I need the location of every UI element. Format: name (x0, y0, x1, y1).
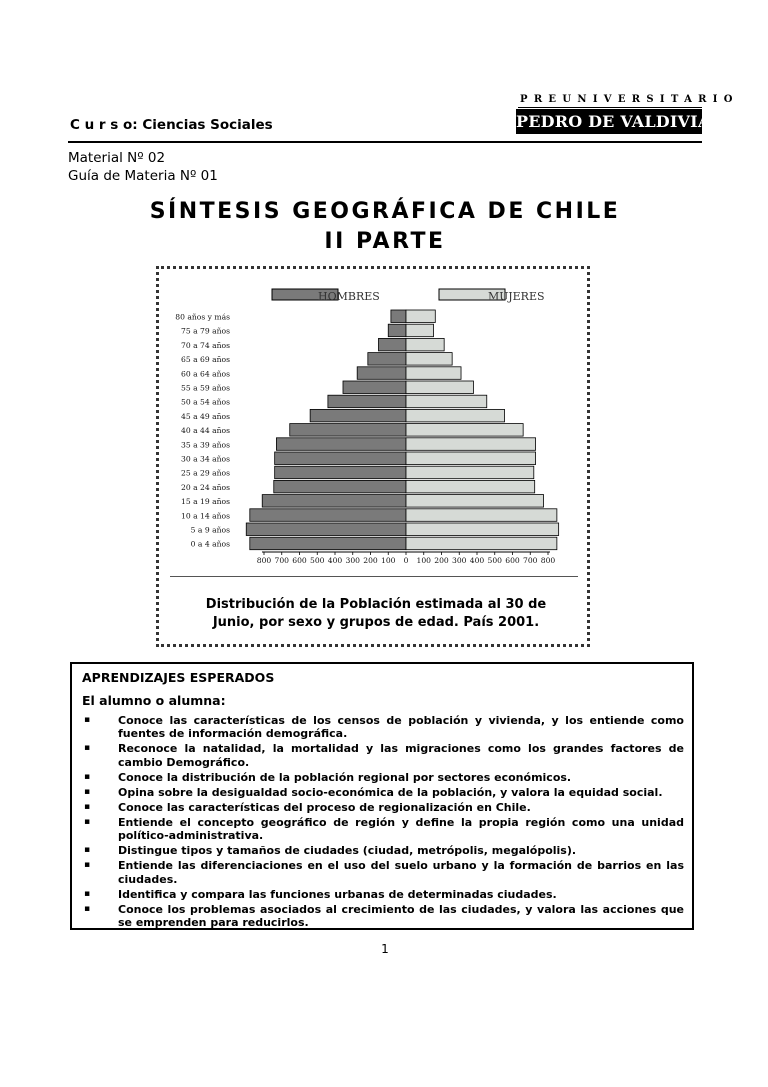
learning-item-text: Conoce los problemas asociados al crecimiento de las ciudades, y valora las acciones que se emprenden para reducirlos. (118, 902, 684, 930)
bar-mujeres (406, 324, 434, 337)
course-label: C u r s o: Ciencias Sociales (70, 117, 273, 133)
learning-item-text: Conoce las características de los censos de población y vivienda, y los entiende como fuentes de información demográfica. (118, 714, 684, 741)
bar-mujeres (406, 424, 523, 437)
age-group-label: 60 a 64 años (181, 369, 230, 379)
x-tick-label: 500 (487, 556, 502, 565)
x-tick-label: 600 (505, 556, 520, 565)
guide-number: Guía de Materia Nº 01 (68, 168, 218, 184)
bullet-icon: ▪ (84, 903, 91, 914)
learning-item (82, 859, 684, 886)
learning-list (82, 714, 684, 931)
learning-item-text: Distingue tipos y tamaños de ciudades (ciudad, metrópolis, megalópolis). (118, 844, 577, 858)
learning-item (82, 888, 684, 901)
material-info (68, 149, 218, 185)
bar-hombres (290, 424, 406, 437)
bullet-icon: ▪ (84, 715, 91, 725)
bar-hombres (368, 353, 406, 366)
bar-hombres (276, 438, 406, 451)
age-group-label: 25 a 29 años (181, 468, 230, 478)
x-tick-label: 500 (310, 556, 325, 565)
learning-item-text: Entiende el concepto geográfico de región y define la propia región como una unidad político-administrativa. (118, 815, 684, 843)
bullet-icon: ▪ (84, 743, 91, 754)
x-tick-label: 400 (469, 556, 485, 565)
bar-mujeres (406, 409, 505, 422)
age-group-label: 35 a 39 años (181, 440, 230, 450)
age-group-label: 15 a 19 años (181, 497, 230, 507)
learning-subtitle: El alumno o alumna: (82, 693, 226, 708)
learning-title: APRENDIZAJES ESPERADOS (82, 670, 275, 685)
x-tick-label: 300 (452, 556, 467, 565)
learning-item (82, 903, 684, 930)
bar-mujeres (406, 466, 534, 479)
age-group-label: 80 años y más (175, 312, 230, 322)
x-tick-label: 700 (274, 556, 289, 565)
bar-mujeres (406, 338, 444, 351)
brand-preuniversitario: PREUNIVERSITARIO (520, 94, 739, 105)
legend-label-hombres: HOMBRES (318, 290, 380, 303)
age-group-label: 45 a 49 años (181, 411, 230, 421)
page-number: 1 (381, 942, 389, 956)
bar-mujeres (406, 367, 461, 380)
x-tick-label: 100 (416, 556, 431, 565)
age-group-label: 70 a 74 años (181, 340, 230, 350)
x-tick-label: 200 (363, 556, 378, 565)
bar-hombres (388, 324, 406, 337)
x-tick-label: 600 (292, 556, 307, 565)
learning-item-text: Conoce la distribución de la población regional por sectores económicos. (118, 770, 572, 784)
learning-item (82, 714, 684, 741)
bar-mujeres (406, 523, 559, 536)
bullet-icon: ▪ (84, 801, 91, 812)
learning-item-text: Opina sobre la desigualdad socio-económica de la población, y valora la equidad social. (118, 785, 663, 799)
bar-hombres (250, 509, 406, 522)
title-line-2: II PARTE (324, 229, 446, 254)
learning-item-text: Entiende las diferenciaciones en el uso del suelo urbano y la formación de barrios en las ciudades. (118, 859, 684, 886)
x-tick-label: 800 (256, 556, 272, 565)
title-line-1: SÍNTESIS GEOGRÁFICA DE CHILE (149, 199, 621, 224)
bar-hombres (246, 523, 406, 536)
age-group-label: 40 a 44 años (181, 426, 230, 436)
material-number: Material Nº 02 (68, 150, 166, 166)
caption-line-2: Junio, por sexo y grupos de edad. País 2001. (212, 615, 540, 630)
bullet-icon: ▪ (84, 786, 91, 797)
bar-hombres (250, 537, 406, 550)
learning-item (82, 844, 684, 857)
bar-hombres (275, 466, 406, 479)
bar-mujeres (406, 353, 452, 366)
age-group-label: 65 a 69 años (181, 355, 230, 365)
bar-mujeres (406, 438, 536, 451)
age-group-label: 10 a 14 años (181, 511, 230, 521)
x-tick-label: 700 (523, 556, 538, 565)
learning-item (82, 742, 684, 769)
bar-hombres (328, 395, 406, 408)
legend-label-mujeres: MUJERES (488, 290, 545, 303)
age-group-label: 55 a 59 años (181, 383, 230, 393)
bullet-icon: ▪ (84, 845, 91, 856)
bar-hombres (310, 409, 406, 422)
x-tick-label: 800 (540, 556, 556, 565)
age-group-label: 0 a 4 años (190, 539, 230, 549)
bar-hombres (378, 338, 406, 351)
learning-item-text: Conoce las características del proceso de regionalización en Chile. (118, 800, 531, 814)
bar-mujeres (406, 310, 435, 323)
brand-divider (518, 107, 702, 108)
bar-mujeres (406, 509, 557, 522)
learning-item (82, 771, 684, 784)
bar-hombres (275, 452, 406, 465)
bar-mujeres (406, 537, 557, 550)
learning-item-text: Reconoce la natalidad, la mortalidad y las migraciones como los grandes factores de cambio Demográfico. (118, 742, 684, 769)
bar-mujeres (406, 395, 487, 408)
bar-hombres (274, 480, 406, 493)
bar-mujeres (406, 495, 544, 508)
bar-hombres (262, 495, 406, 508)
figure-divider (170, 576, 578, 577)
bullet-icon: ▪ (84, 771, 91, 782)
learning-item-text: Identifica y compara las funciones urbanas de determinadas ciudades. (118, 887, 557, 901)
brand-logo-pedro-de-valdivia: PEDRO DE VALDIVIA (516, 109, 702, 134)
x-tick-label: 300 (345, 556, 360, 565)
population-pyramid-chart (160, 276, 586, 572)
caption-line-1: Distribución de la Población estimada al 30 de (205, 597, 547, 612)
bar-mujeres (406, 381, 473, 394)
x-tick-label: 0 (403, 556, 409, 565)
figure-caption (170, 596, 582, 632)
bar-mujeres (406, 480, 535, 493)
age-group-label: 75 a 79 años (181, 326, 230, 336)
learning-item (82, 786, 684, 799)
age-group-label: 30 a 34 años (181, 454, 230, 464)
x-tick-label: 200 (434, 556, 449, 565)
bar-hombres (357, 367, 406, 380)
age-group-label: 20 a 24 años (181, 482, 230, 492)
header-divider (68, 141, 702, 143)
bullet-icon: ▪ (84, 888, 91, 899)
bullet-icon: ▪ (84, 816, 91, 827)
age-group-label: 50 a 54 años (181, 397, 230, 407)
page-title (68, 197, 702, 257)
age-group-label: 5 a 9 años (190, 525, 230, 535)
bullet-icon: ▪ (84, 860, 91, 871)
x-tick-label: 400 (327, 556, 343, 565)
x-tick-label: 100 (381, 556, 396, 565)
learning-item (82, 801, 684, 814)
bar-mujeres (406, 452, 536, 465)
learning-item (82, 816, 684, 843)
bar-hombres (343, 381, 406, 394)
bar-hombres (391, 310, 406, 323)
